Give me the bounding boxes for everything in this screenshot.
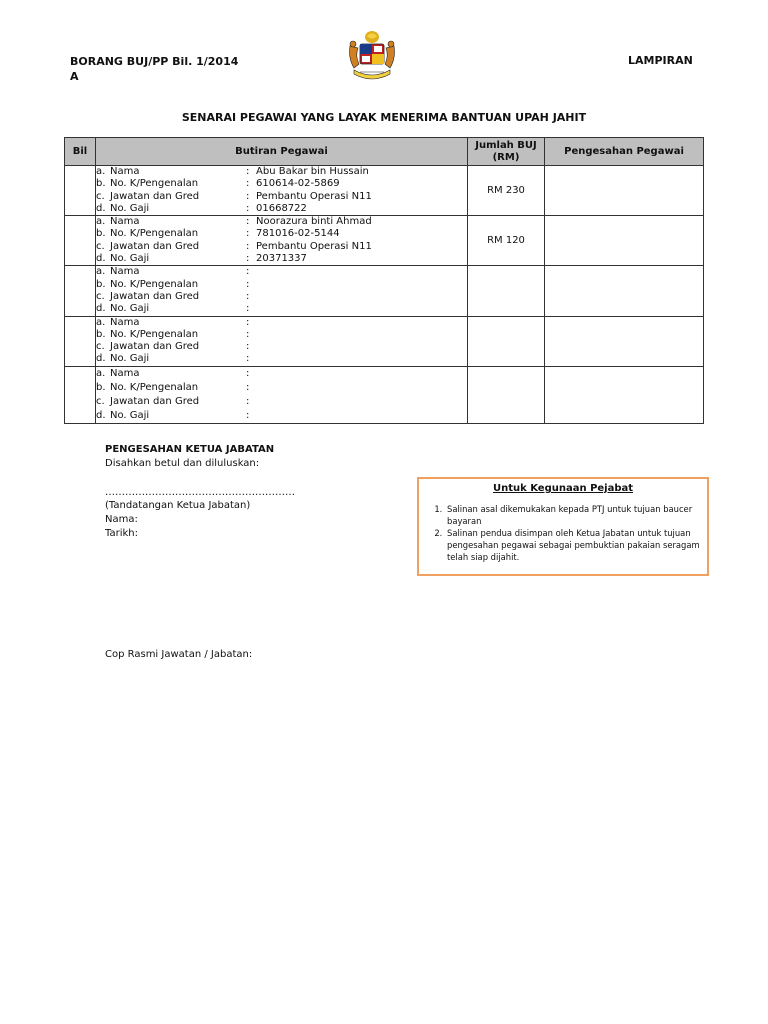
field-letter: d. [96,409,106,421]
cell-amount: RM 230 [468,166,545,216]
field-label: No. Gaji [110,202,150,214]
field-line [96,241,467,253]
field-line [96,228,467,240]
field-line [96,353,467,365]
lampiran-label: LAMPIRAN [628,54,693,67]
cell-bil [65,166,96,216]
field-label: No. K/Pengenalan [110,328,199,340]
field-line [96,203,467,215]
field-label: No. Gaji [110,409,150,421]
pengesahan-title: PENGESAHAN KETUA JABATAN [105,444,275,455]
field-colon: : [246,328,250,340]
header-butiran: Butiran Pegawai [96,138,468,166]
field-label: No. K/Pengenalan [110,381,199,393]
document-title: SENARAI PEGAWAI YANG LAYAK MENERIMA BANTUAN UPAH JAHIT [181,111,587,124]
field-value: 610614-02-5869 [256,178,340,190]
cell-pengesahan[interactable] [545,166,704,216]
field-colon: : [246,341,250,353]
field-letter: b. [96,278,106,290]
office-use-item: 1. Salinan asal dikemukakan kepada PTJ untuk tujuan baucer bayaran [445,503,707,527]
field-line [96,266,467,278]
field-colon: : [246,367,250,379]
lampiran-suffix: A [70,70,79,83]
header-bil: Bil [65,138,96,166]
field-colon: : [246,240,250,252]
field-line [96,303,467,315]
office-use-box [417,477,709,576]
field-colon: : [246,290,250,302]
field-value: Abu Bakar bin Hussain [256,166,369,177]
field-colon: : [246,316,250,328]
field-line [96,409,467,423]
cell-amount [468,266,545,316]
field-line [96,367,467,381]
field-letter: c. [96,290,105,302]
header-pengesahan: Pengesahan Pegawai [545,138,704,166]
cell-pengesahan[interactable] [545,216,704,266]
field-line [96,178,467,190]
table-row [65,216,704,266]
table-row [65,266,704,316]
field-label: Nama [110,316,140,328]
field-letter: c. [96,190,105,202]
field-colon: : [246,216,250,228]
field-label: Jawatan dan Gred [110,290,200,302]
field-letter: a. [96,166,106,177]
field-label: No. K/Pengenalan [110,228,199,240]
table-row [65,316,704,366]
signature-line: ………………………………………………… [105,487,295,498]
field-line [96,395,467,409]
field-value: 20371337 [256,253,307,265]
cell-butiran [96,266,468,316]
field-colon: : [246,409,250,421]
field-letter: d. [96,353,106,365]
cell-amount: RM 120 [468,216,545,266]
official-stamp-label: Cop Rasmi Jawatan / Jabatan: [105,649,253,660]
field-label: Nama [110,266,140,278]
field-colon: : [246,353,250,365]
nama-label: Nama: [105,514,138,525]
cell-bil [65,316,96,366]
employee-table [64,137,704,424]
field-value: 01668722 [256,202,307,214]
field-label: No. K/Pengenalan [110,178,199,190]
field-colon: : [246,166,250,177]
field-colon: : [246,253,250,265]
field-letter: b. [96,228,106,240]
field-label: No. Gaji [110,253,150,265]
field-colon: : [246,381,250,393]
field-colon: : [246,303,250,315]
cell-pengesahan[interactable] [545,316,704,366]
field-line [96,191,467,203]
office-use-list [419,503,707,563]
field-line [96,216,467,228]
field-line [96,381,467,395]
field-letter: d. [96,202,106,214]
cell-bil [65,216,96,266]
cell-butiran [96,166,468,216]
signature-caption: (Tandatangan Ketua Jabatan) [105,500,251,511]
field-line [96,291,467,303]
cell-bil [65,366,96,423]
field-line [96,253,467,265]
table-row [65,366,704,423]
field-label: Nama [110,367,140,379]
header-jumlah: Jumlah BUJ (RM) [468,138,545,166]
field-line [96,329,467,341]
cell-amount [468,316,545,366]
field-label: No. Gaji [110,303,150,315]
table-header-row [65,138,704,166]
field-label: Jawatan dan Gred [110,341,200,353]
cell-butiran [96,316,468,366]
field-letter: c. [96,395,105,407]
cell-butiran [96,366,468,423]
office-use-item: 2. Salinan pendua disimpan oleh Ketua Jabatan untuk tujuan pengesahan pegawai sebagai pembuktian pakaian seragam telah siap dijahit. [445,527,707,563]
field-letter: a. [96,316,106,328]
field-letter: c. [96,341,105,353]
form-reference [70,54,238,84]
field-label: Jawatan dan Gred [110,240,200,252]
field-value: 781016-02-5144 [256,228,340,240]
field-colon: : [246,278,250,290]
pengesahan-subtitle: Disahkan betul dan diluluskan: [105,458,260,469]
field-colon: : [246,202,250,214]
field-letter: b. [96,381,106,393]
field-value: Pembantu Operasi N11 [256,240,372,252]
field-label: No. Gaji [110,353,150,365]
field-label: Nama [110,216,140,228]
field-letter: b. [96,328,106,340]
field-label: Nama [110,166,140,177]
field-letter: a. [96,216,106,228]
field-label: Jawatan dan Gred [110,395,200,407]
field-label: Jawatan dan Gred [110,190,200,202]
field-letter: a. [96,367,106,379]
field-colon: : [246,178,250,190]
office-use-title: Untuk Kegunaan Pejabat [492,483,634,494]
field-label: No. K/Pengenalan [110,278,199,290]
field-letter: b. [96,178,106,190]
field-letter: d. [96,253,106,265]
field-colon: : [246,395,250,407]
field-line [96,317,467,329]
table-row [65,166,704,216]
field-colon: : [246,190,250,202]
form-ref-text: BORANG BUJ/PP Bil. 1/2014 [70,55,239,68]
field-line [96,279,467,291]
cell-pengesahan[interactable] [545,366,704,423]
field-line [96,166,467,178]
field-letter: a. [96,266,106,278]
cell-bil [65,266,96,316]
field-line [96,341,467,353]
cell-amount [468,366,545,423]
field-letter: d. [96,303,106,315]
field-value: Pembantu Operasi N11 [256,190,372,202]
tarikh-label: Tarikh: [105,528,138,539]
malaysia-coat-of-arms-icon [344,28,400,86]
field-letter: c. [96,240,105,252]
field-value: Noorazura binti Ahmad [256,216,372,228]
cell-butiran [96,216,468,266]
field-colon: : [246,266,250,278]
field-colon: : [246,228,250,240]
cell-pengesahan[interactable] [545,266,704,316]
